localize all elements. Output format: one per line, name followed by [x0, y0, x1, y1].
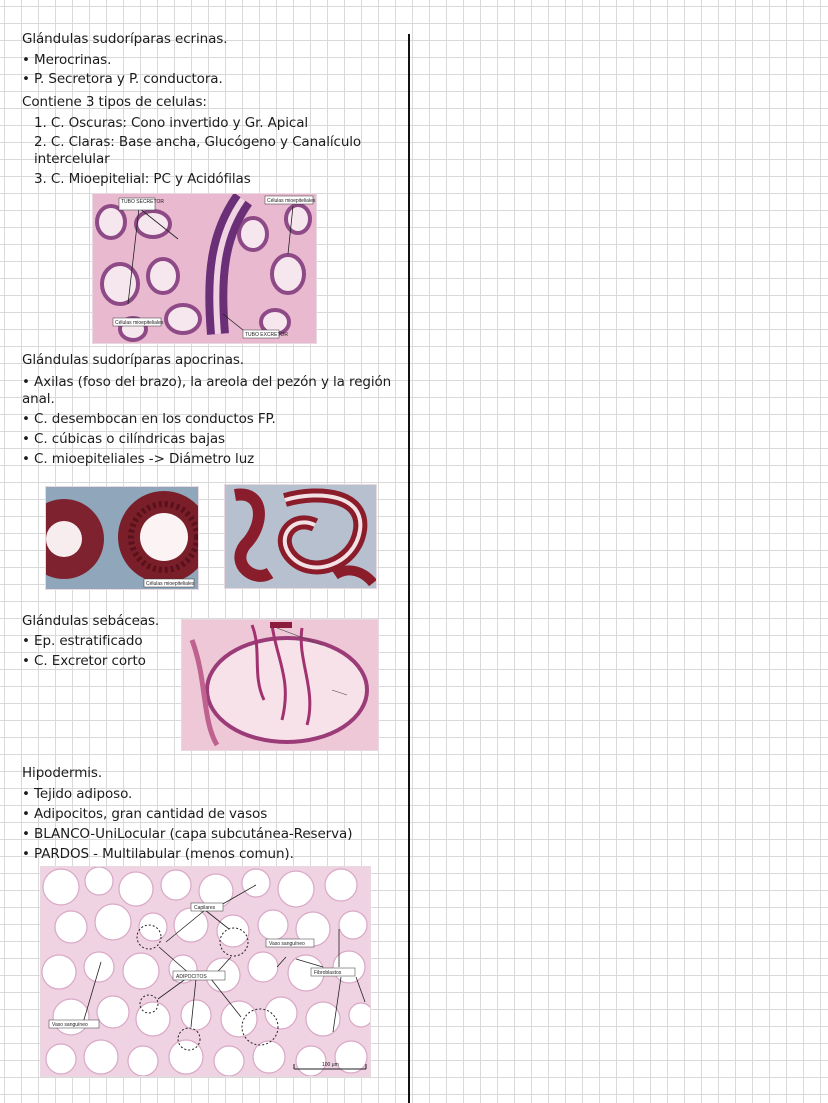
item-celulas-oscuras: 1. C. Oscuras: Cono invertido y Gr. Apical [34, 115, 309, 131]
column-divider [408, 34, 410, 1103]
section-title-ecrinas: Glándulas sudoríparas ecrinas. [22, 31, 228, 47]
label-fibroblastos: Fibroblastos [314, 970, 342, 976]
item-celulas-claras: 2. C. Claras: Base ancha, Glucógeno y Canalículo [34, 134, 362, 150]
bullet-celulas-cubicas: • C. cúbicas o cilíndricas bajas [22, 431, 225, 447]
label-vaso-sanguineo-1: Vaso sanguíneo [269, 941, 305, 947]
label-celulas-mioepiteliales-1: Células mioepiteliales [115, 320, 164, 326]
label-celulas-mioepiteliales-2: Células mioepiteliales [267, 198, 316, 204]
bullet-merocrinas: • Merocrinas. [22, 52, 112, 68]
label-vaso-sanguineo-2: Vaso sanguíneo [52, 1022, 88, 1028]
bullet-localizacion-cont: anal. [22, 391, 55, 407]
micrograph-hipodermis [40, 866, 371, 1077]
label-capilares: Capilares [194, 905, 216, 911]
micrograph-apocrinas-1 [45, 486, 199, 590]
subtitle-tipos-celulas: Contiene 3 tipos de celulas: [22, 94, 207, 110]
bullet-blanco-unilocular: • BLANCO-UniLocular (capa subcutánea-Reserva) [22, 826, 353, 842]
bullet-pardos-multilocular: • PARDOS - Multilabular (menos comun). [22, 846, 294, 862]
bullet-excretor-corto: • C. Excretor corto [22, 653, 146, 669]
micrograph-sebaceas [181, 619, 379, 751]
label-tubo-excretor: TUBO EXCRETOR [245, 332, 288, 338]
label-tubo-secretor: TUBO SECRETOR [121, 199, 164, 205]
label-adipocitos: ADIPOCITOS [176, 974, 207, 980]
micrograph-ecrinas [92, 193, 317, 344]
label-celulas-mioepiteliales-apocrinas: Células mioepiteliales [146, 581, 195, 587]
bullet-ep-estratificado: • Ep. estratificado [22, 633, 143, 649]
section-title-sebaceas: Glándulas sebáceas. [22, 613, 160, 629]
bullet-adipocitos-vasos: • Adipocitos, gran cantidad de vasos [22, 806, 268, 822]
bullet-porciones: • P. Secretora y P. conductora. [22, 71, 223, 87]
section-title-hipodermis: Hipodermis. [22, 765, 103, 781]
bullet-localizacion: • Axilas (foso del brazo), la areola del pezón y la región [22, 374, 392, 390]
bullet-conductos: • C. desembocan en los conductos FP. [22, 411, 276, 427]
bullet-tejido-adiposo: • Tejido adiposo. [22, 786, 133, 802]
bullet-mioepiteliales-luz: • C. mioepiteliales -> Diámetro luz [22, 451, 255, 467]
item-celulas-claras-cont: intercelular [34, 151, 110, 167]
section-title-apocrinas: Glándulas sudoríparas apocrinas. [22, 352, 245, 368]
label-scale-bar: 100 μm [322, 1062, 339, 1068]
micrograph-apocrinas-2 [224, 484, 377, 589]
item-celulas-mioepiteliales: 3. C. Mioepitelial: PC y Acidófilas [34, 171, 251, 187]
